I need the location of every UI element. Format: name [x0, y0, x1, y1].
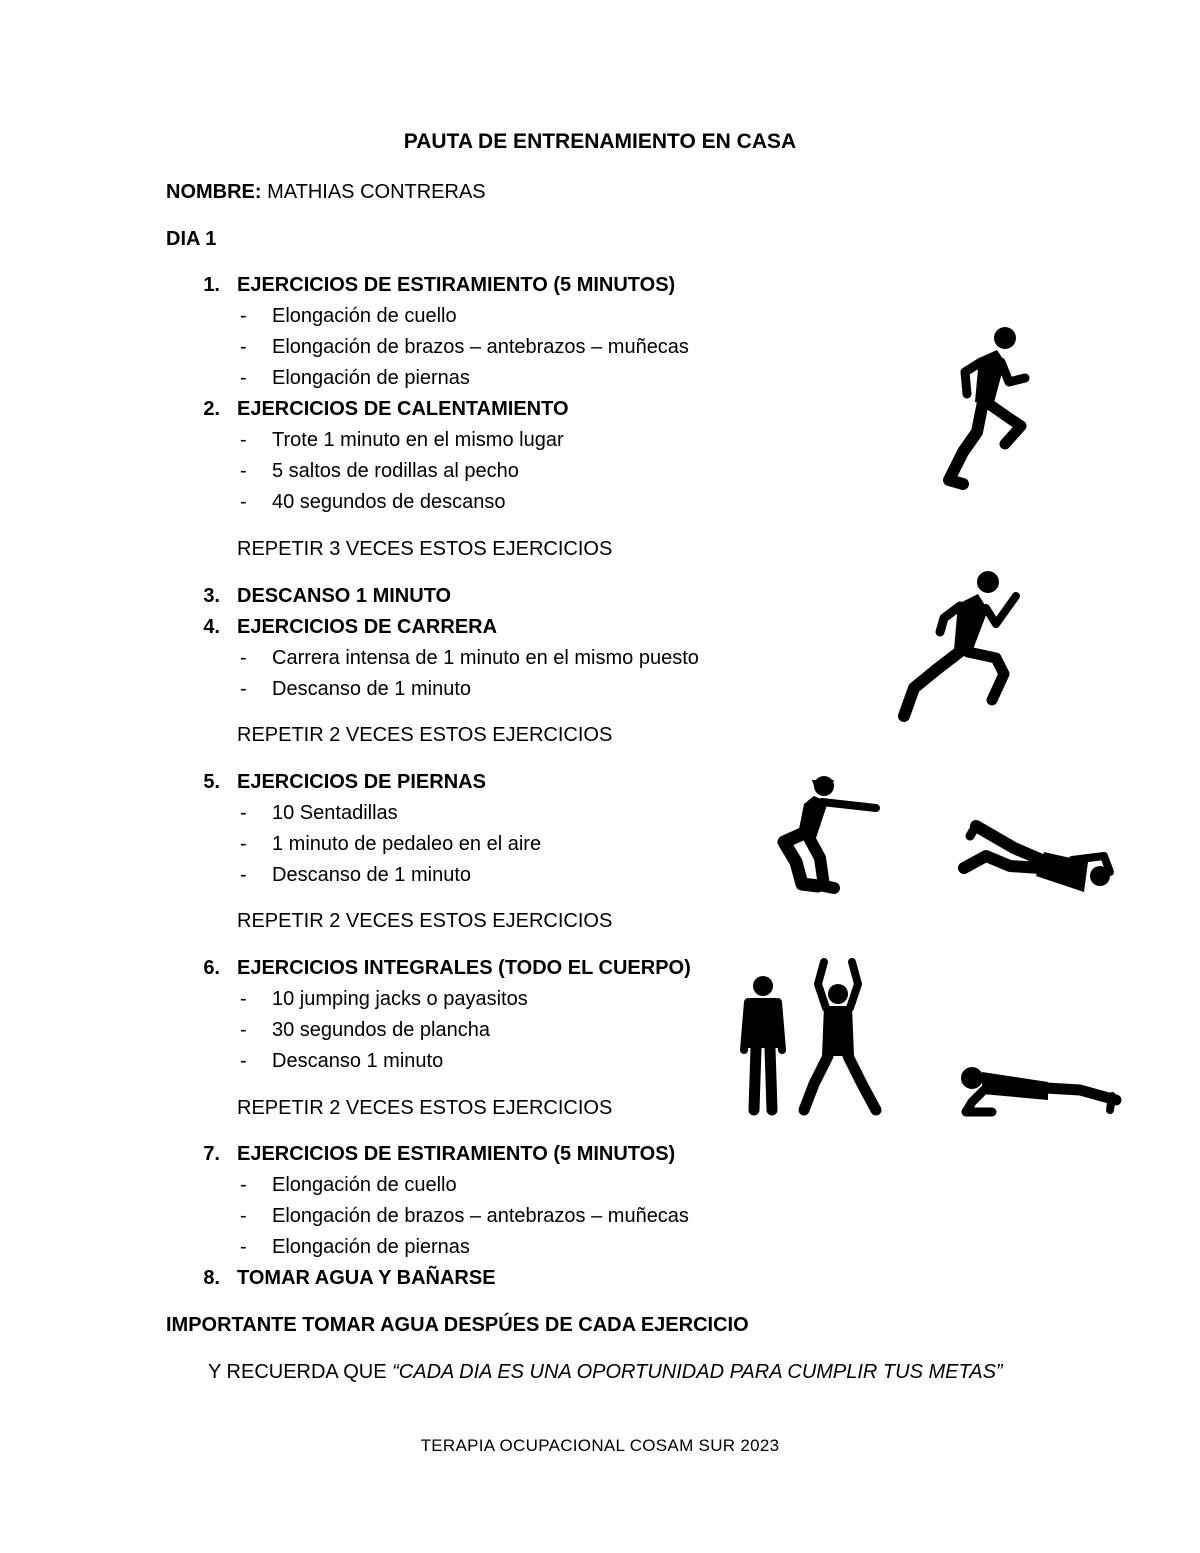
list-item: 1 minuto de pedaleo en el aire: [272, 833, 542, 855]
section-heading: EJERCICIOS DE CARRERA: [237, 616, 498, 638]
list-item: 5 saltos de rodillas al pecho: [272, 460, 519, 482]
plank-figure-icon: [952, 1060, 1124, 1120]
list-item: Elongación de cuello: [272, 305, 457, 327]
section-heading: EJERCICIOS INTEGRALES (TODO EL CUERPO): [237, 957, 691, 979]
important-note: IMPORTANTE TOMAR AGUA DESPÚES DE CADA EJERCICIO: [166, 1314, 749, 1336]
list-item: Trote 1 minuto en el mismo lugar: [272, 429, 564, 451]
section-heading: DESCANSO 1 MINUTO: [237, 585, 452, 607]
list-dash: -: [240, 305, 247, 327]
name-line: [166, 180, 486, 204]
section-number: 1.: [203, 274, 220, 296]
list-dash: -: [240, 647, 247, 669]
section-number: 6.: [203, 957, 220, 979]
footer-credit: TERAPIA OCUPACIONAL COSAM SUR 2023: [420, 1436, 780, 1455]
section-number: 8.: [203, 1267, 220, 1289]
list-item: Elongación de cuello: [272, 1174, 457, 1196]
section-heading: EJERCICIOS DE ESTIRAMIENTO (5 MINUTOS): [237, 274, 676, 296]
standing-figure-icon: [740, 974, 786, 1118]
list-dash: -: [240, 1174, 247, 1196]
list-dash: -: [240, 429, 247, 451]
list-item: Elongación de piernas: [272, 1236, 470, 1258]
section-number: 2.: [203, 398, 220, 420]
section-heading: EJERCICIOS DE ESTIRAMIENTO (5 MINUTOS): [237, 1143, 676, 1165]
motto-prefix: Y RECUERDA QUE: [208, 1361, 393, 1383]
motto-quote: “CADA DIA ES UNA OPORTUNIDAD PARA CUMPLIR TUS METAS”: [392, 1361, 1003, 1383]
list-item: Elongación de piernas: [272, 367, 470, 389]
list-dash: -: [240, 988, 247, 1010]
repeat-note: REPETIR 3 VECES ESTOS EJERCICIOS: [237, 538, 613, 560]
list-dash: -: [240, 1236, 247, 1258]
list-item: 40 segundos de descanso: [272, 491, 506, 513]
list-dash: -: [240, 367, 247, 389]
list-item: 10 Sentadillas: [272, 802, 398, 824]
squat-figure-icon: [768, 772, 886, 900]
section-heading: TOMAR AGUA Y BAÑARSE: [237, 1267, 496, 1289]
section-heading: EJERCICIOS DE CALENTAMIENTO: [237, 398, 569, 420]
repeat-note: REPETIR 2 VECES ESTOS EJERCICIOS: [237, 910, 613, 932]
list-dash: -: [240, 1050, 247, 1072]
air-cycling-figure-icon: [952, 812, 1116, 900]
section-number: 4.: [203, 616, 220, 638]
day-label: DIA 1: [166, 228, 217, 250]
name-label: NOMBRE:: [166, 181, 262, 203]
list-dash: -: [240, 1019, 247, 1041]
list-dash: -: [240, 491, 247, 513]
list-item: 10 jumping jacks o payasitos: [272, 988, 528, 1010]
section-number: 5.: [203, 771, 220, 793]
list-dash: -: [240, 802, 247, 824]
list-dash: -: [240, 1205, 247, 1227]
list-dash: -: [240, 678, 247, 700]
name-value: MATHIAS CONTRERAS: [267, 181, 486, 203]
section-number: 3.: [203, 585, 220, 607]
page-title: PAUTA DE ENTRENAMIENTO EN CASA: [403, 130, 797, 153]
section-number: 7.: [203, 1143, 220, 1165]
list-item: 30 segundos de plancha: [272, 1019, 490, 1041]
list-item: Carrera intensa de 1 minuto en el mismo puesto: [272, 647, 699, 669]
list-dash: -: [240, 864, 247, 886]
jumping-jack-figure-icon: [796, 956, 884, 1118]
list-item: Elongación de brazos – antebrazos – muñecas: [272, 1205, 689, 1227]
list-dash: -: [240, 460, 247, 482]
jogging-figure-icon: [935, 322, 1035, 490]
list-item: Descanso de 1 minuto: [272, 864, 472, 886]
repeat-note: REPETIR 2 VECES ESTOS EJERCICIOS: [237, 1097, 613, 1119]
sprinting-figure-icon: [892, 566, 1032, 726]
list-dash: -: [240, 336, 247, 358]
motto-line: [208, 1360, 1003, 1384]
list-dash: -: [240, 833, 247, 855]
list-item: Descanso 1 minuto: [272, 1050, 444, 1072]
list-item: Descanso de 1 minuto: [272, 678, 472, 700]
list-item: Elongación de brazos – antebrazos – muñecas: [272, 336, 689, 358]
repeat-note: REPETIR 2 VECES ESTOS EJERCICIOS: [237, 724, 613, 746]
section-heading: EJERCICIOS DE PIERNAS: [237, 771, 486, 793]
